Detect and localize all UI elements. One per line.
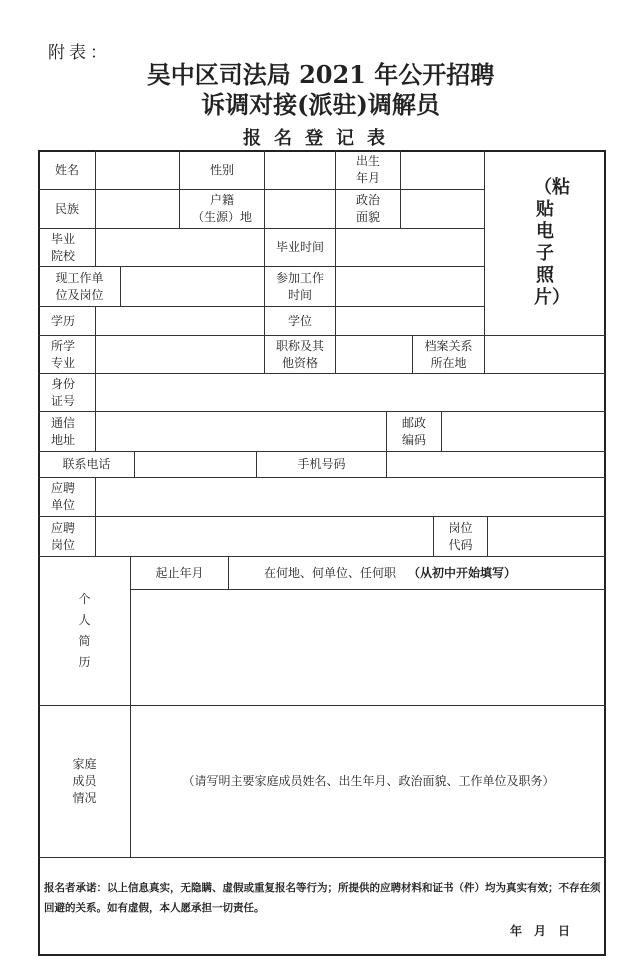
col-line [95,228,96,267]
row-line [38,411,606,412]
family-note: （请写明主要家庭成员姓名、出生年月、政治面貌、工作单位及职务） [182,774,555,788]
col-line [400,189,401,229]
col-line [441,411,442,452]
col-line [95,373,96,412]
resume-header [229,557,606,589]
label-apply-post: 应聘 岗位 [51,520,76,552]
col-line [400,150,401,190]
label-archive: 档案关系 所在地 [424,338,473,370]
label-apply-unit: 应聘 单位 [51,481,76,512]
row-line [38,477,606,478]
row-line [38,373,606,374]
label-post-code: 岗位 代码 [448,520,473,552]
label-mobile: 手机号码 [297,457,346,471]
col-line [95,411,96,452]
label-name: 姓名 [54,162,79,177]
col-line [95,335,96,374]
col-line [95,516,96,557]
label-current-job: 现工作单 位及岗位 [55,270,104,302]
form-subtitle: 报名登记表 [243,128,398,149]
label-school: 毕业 院校 [51,231,76,263]
row-line [38,857,606,858]
col-line [335,266,336,307]
label-postcode: 邮政 编码 [401,415,426,447]
label-birth: 出生 年月 [355,154,380,185]
label-political: 政治 面貌 [355,193,380,224]
resume-section [39,557,130,705]
col-line [95,150,96,190]
row-line [38,228,484,229]
label-degree: 学位 [287,313,312,328]
col-line [95,306,96,336]
col-line [335,228,336,267]
date-line: 年 月 日 [509,923,570,938]
col-line [386,451,387,478]
col-line [95,189,96,229]
label-education: 学历 [51,313,76,328]
label-address: 通信 地址 [51,415,76,447]
col-line [335,306,336,336]
label-resume-note: （从初中开始填写） [408,565,517,580]
label-resume: 个人简历 [78,592,91,669]
pledge-text: 报名者承诺：以上信息真实，无隐瞒、虚假或重复报名等行为；所提供的应聘材料和证书（件）均为真实有效；不存在须回避的关系。如有虚假，本人愿承担一切责任。 [44,882,601,914]
col-line [264,150,265,190]
photo-area[interactable] [485,151,605,335]
row-line [38,306,484,307]
family-input[interactable] [131,706,606,857]
resume-input[interactable] [131,590,606,705]
col-line [484,335,485,374]
row-line [38,516,606,517]
label-gender: 性别 [209,162,234,177]
col-line [487,516,488,557]
label-work-start: 参加工作 时间 [275,270,324,302]
col-line [134,451,135,478]
col-line [335,335,336,374]
label-hukou: 户籍 （生源）地 [191,193,252,224]
label-family: 家庭 成员 情况 [72,757,97,805]
label-title-qual: 职称及其 他资格 [275,338,324,370]
col-line [95,477,96,517]
label-ethnicity: 民族 [54,201,79,216]
label-phone: 联系电话 [62,457,111,471]
attachment-label: 附表： [48,43,111,63]
page-title: 吴中区司法局 2021 年公开招聘 [146,60,495,89]
photo-label: （粘贴电子照片） [534,177,570,308]
label-grad-time: 毕业时间 [275,240,324,254]
label-resume-period: 起止年月 [155,565,204,580]
col-line [120,266,121,307]
label-resume-detail: 在何地、何单位、任何职 [264,565,397,580]
label-major: 所学 专业 [51,338,76,370]
page-title-line2: 诉调对接(派驻)调解员 [201,90,440,119]
col-line [264,189,265,229]
label-id-number: 身份 证号 [51,376,76,408]
